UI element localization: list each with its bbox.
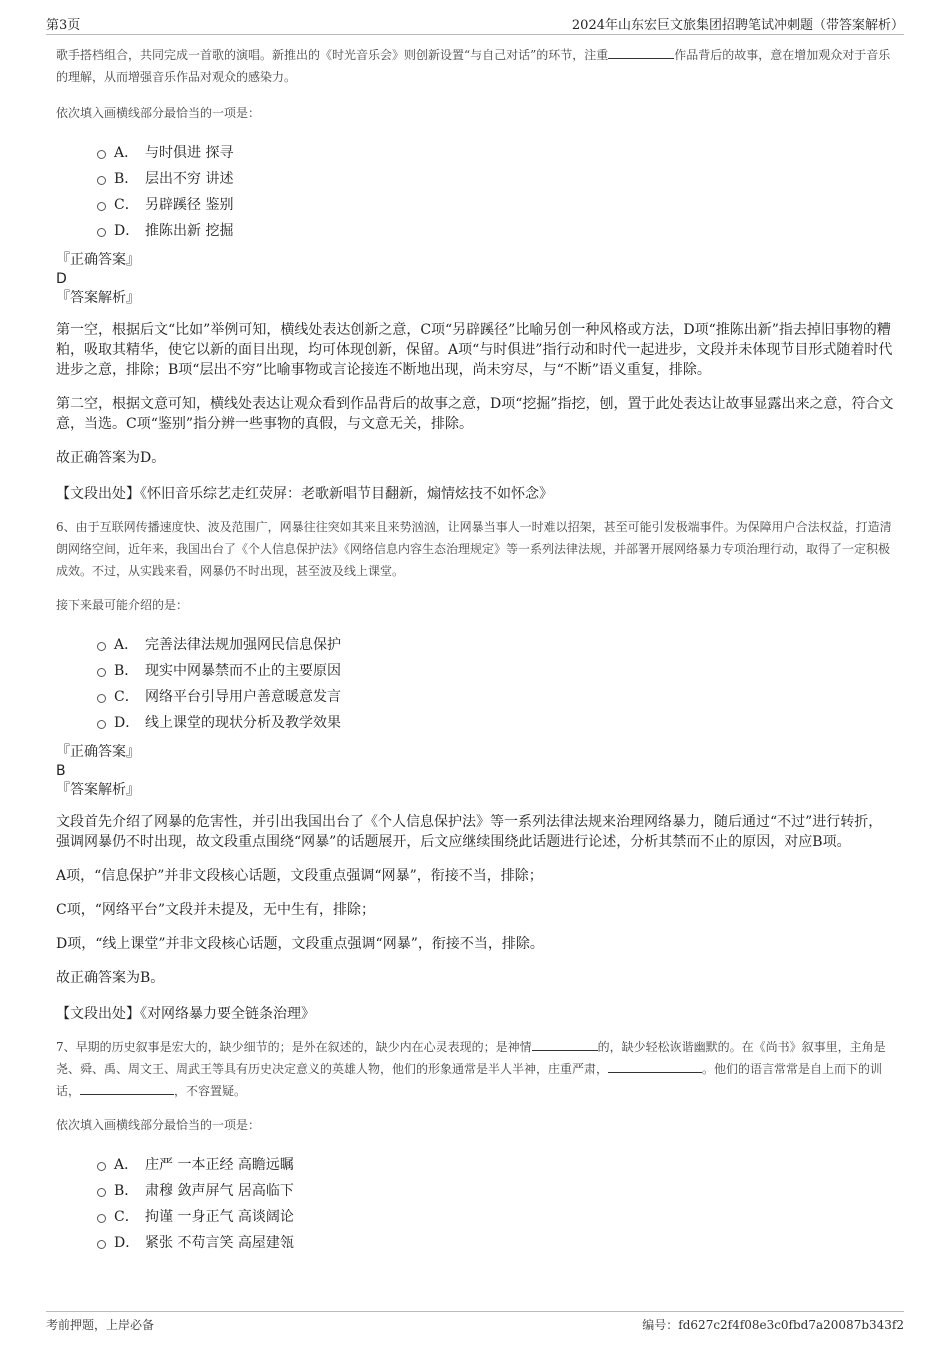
q5-analysis-1: 第一空，根据后文“比如”举例可知，横线处表达创新之意，C项“另辟蹊径”比喻另创一种风格或方法，D项“推陈出新”指去掉旧事物的糟粕，吸取其精华，使它以新的面目出现，均可体现创新，保留。A项“与时俱进”指行动和时代一起进步，文段并未体现节目形式随着时代进步之意，排除；B项“层出不穷”比喻事物或言论接连不断地出现，尚未穷尽，与“不断”语义重复，排除。: [56, 322, 893, 378]
radio-icon[interactable]: [97, 202, 106, 211]
q6-conclusion: 故正确答案为B。: [56, 970, 165, 986]
q5-answer: D: [56, 271, 67, 287]
page-number: 第3页: [46, 18, 81, 33]
q6-option-c[interactable]: C． 网络平台引导用户善意暖意发言: [56, 684, 894, 710]
q6-option-a[interactable]: A． 完善法律法规加强网民信息保护: [56, 632, 894, 658]
radio-icon[interactable]: [97, 1214, 106, 1223]
radio-icon[interactable]: [97, 694, 106, 703]
radio-icon[interactable]: [97, 668, 106, 677]
q5-analysis-label: 『答案解析』: [56, 290, 140, 306]
q5-option-c[interactable]: C． 另辟蹊径 鉴别: [56, 192, 894, 218]
radio-icon[interactable]: [97, 150, 106, 159]
q7-passage: 7、早期的历史叙事是宏大的，缺少细节的；是外在叙述的，缺少内在心灵表现的；是神情 的，缺少轻松诙谐幽默的。在《尚书》叙事里，主角是尧、舜、禹、周文王、周武王等具有历史决定意义的英雄人物，他们的形象通常是半人半神，庄重严肃， 。他们的语言常常是自上而下的训话， ，不容置疑。: [56, 1040, 886, 1098]
q5-option-b[interactable]: B． 层出不穷 讲述: [56, 166, 894, 192]
q5-options: [56, 140, 894, 244]
q5-prompt: 依次填入画横线部分最恰当的一项是：: [56, 106, 261, 120]
q7-option-c[interactable]: C． 拘谨 一身正气 高谈阔论: [56, 1204, 894, 1230]
q6-analysis-1: 文段首先介绍了网暴的危害性，并引出我国出台了《个人信息保护法》等一系列法律法规来治理网络暴力，随后通过“不过”进行转折，强调网暴仍不时出现，故文段重点围绕“网暴”的话题展开，后文应继续围绕此话题进行论述，分析其禁而不止的原因，对应B项。: [56, 814, 883, 850]
q7-prompt: 依次填入画横线部分最恰当的一项是：: [56, 1118, 261, 1132]
q6-passage: 6、由于互联网传播速度快、波及范围广，网暴往往突如其来且来势汹汹，让网暴当事人一时难以招架，甚至可能引发极端事件。为保障用户合法权益，打造清朗网络空间，近年来，我国出台了《个人信息保护法》《网络信息内容生态治理规定》等一系列法律法规，并部署开展网络暴力专项治理行动，取得了一定积极成效。不过，从实践来看，网暴仍不时出现，甚至波及线上课堂。: [56, 520, 892, 578]
q6-answer: B: [56, 763, 66, 779]
radio-icon[interactable]: [97, 642, 106, 651]
fill-blank: [608, 46, 674, 59]
q6-option-d[interactable]: D． 线上课堂的现状分析及教学效果: [56, 710, 894, 736]
radio-icon[interactable]: [97, 176, 106, 185]
q7-option-b[interactable]: B． 肃穆 敛声屏气 居高临下: [56, 1178, 894, 1204]
radio-icon[interactable]: [97, 1188, 106, 1197]
radio-icon[interactable]: [97, 1162, 106, 1171]
q6-answer-label: 『正确答案』: [56, 744, 140, 760]
q7-option-d[interactable]: D． 紧张 不苟言笑 高屋建瓴: [56, 1230, 894, 1256]
q5-source: 【文段出处】《怀旧音乐综艺走红荧屏：老歌新唱节目翻新，煽情炫技不如怀念》: [56, 486, 553, 502]
radio-icon[interactable]: [97, 228, 106, 237]
q5-answer-label: 『正确答案』: [56, 252, 140, 268]
q6-prompt: 接下来最可能介绍的是：: [56, 598, 189, 612]
q7-option-a[interactable]: A． 庄严 一本正经 高瞻远瞩: [56, 1152, 894, 1178]
q5-analysis-2: 第二空，根据文意可知，横线处表达让观众看到作品背后的故事之意，D项“挖掘”指挖，刨，置于此处表达让故事显露出来之意，符合文意，当选。C项“鉴别”指分辨一些事物的真假，与文意无关，排除。: [56, 396, 894, 432]
q6-analysis-label: 『答案解析』: [56, 782, 140, 798]
q6-options: [56, 632, 894, 736]
q5-conclusion: 故正确答案为D。: [56, 450, 166, 466]
q6-source: 【文段出处】《对网络暴力要全链条治理》: [56, 1006, 315, 1022]
fill-blank: [608, 1060, 702, 1073]
radio-icon[interactable]: [97, 1240, 106, 1249]
document-id: 编号：fd627c2f4f08e3c0fbd7a20087b343f2: [642, 1318, 904, 1332]
q5-passage: 歌手搭档组合，共同完成一首歌的演唱。新推出的《时光音乐会》则创新设置“与自己对话”的环节，注重 作品背后的故事，意在增加观众对于音乐的理解，从而增强音乐作品对观众的感染力。: [56, 48, 891, 84]
document-title: 2024年山东宏巨文旅集团招聘笔试冲刺题（带答案解析）: [571, 18, 904, 33]
page-footer: [46, 1311, 904, 1336]
q6-analysis-d: D项，“线上课堂”并非文段核心话题，文段重点强调“网暴”，衔接不当，排除。: [56, 936, 544, 952]
fill-blank: [80, 1082, 174, 1095]
q6-option-b[interactable]: B． 现实中网暴禁而不止的主要原因: [56, 658, 894, 684]
page-header: [46, 12, 904, 35]
q6-analysis-a: A项，“信息保护”并非文段核心话题，文段重点强调“网暴”，衔接不当，排除；: [56, 868, 543, 884]
footer-slogan: 考前押题，上岸必备: [46, 1318, 155, 1332]
document-body: [56, 44, 894, 1256]
q6-analysis-c: C项，“网络平台”文段并未提及，无中生有，排除；: [56, 902, 376, 918]
q7-options: [56, 1152, 894, 1256]
q5-option-d[interactable]: D． 推陈出新 挖掘: [56, 218, 894, 244]
fill-blank: [532, 1038, 598, 1051]
q5-option-a[interactable]: A． 与时俱进 探寻: [56, 140, 894, 166]
radio-icon[interactable]: [97, 720, 106, 729]
